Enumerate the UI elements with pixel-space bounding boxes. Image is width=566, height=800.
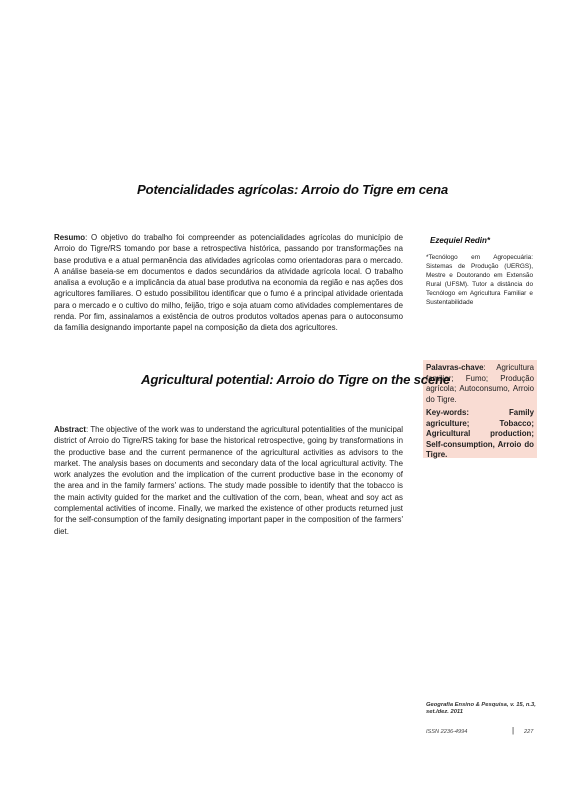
title-en: Agricultural potential: Arroio do Tigre on the scene [141, 372, 451, 387]
footer-separator: | [512, 726, 515, 735]
abstract-label: Abstract [54, 425, 87, 434]
keywords-en-label: Key-words: [426, 408, 469, 417]
keywords-pt-label: Palavras-chave [426, 363, 484, 372]
keywords-en-text: Family agriculture; Tobacco; Agricultural production; Self-consumption, Arroio do Tigre. [426, 408, 534, 460]
resumo-paragraph [54, 232, 403, 334]
abstract-text: : The objective of the work was to understand the agricultural potentialities of the municipal district of Arroio do Tigre/RS taking for base the historical retrospective, going by transformations in the productive base and the current permanence of the agricultural activities as advisors to the market. The analysis bases on documents and secondary data of the local agricultural activity. The work analyzes the evolution and the implication of the current productive base in the economy of the area and in the family farmers' actions. The study made possible to identify that the tobacco is the main activity guided for the market and the cultivation of the corn, bean, wheat and soy act as complemental activities of income. Finally, we marked the existence of other products returned just for the self-consumption of the family designating important paper in the composition of the farmers' diet. [54, 425, 403, 536]
keywords-en [426, 408, 534, 461]
resumo-text: : O objetivo do trabalho foi compreender as potencialidades agrícolas do município de Arroio do Tigre/RS tomando por base a retrospectiva histórica, passando por transformações na base produtiva e a atual permanência das atividades agrícolas como orientadoras para o mercado. A análise baseia-se em documentos e dados secundários da atividade agrícola local. O trabalho analisa a evolução e a implicância da atual base produtiva na economia da região e nas ações dos agricultores familiares. O estudo possibilitou identificar que o fumo é a principal atividade orientada para o mercado e o cultivo do milho, feijão, trigo e soja atuam como atividades complementares de renda. Por fim, assinalamos a existência de outros produtos voltados apenas para o autoconsumo da família designando importante papel na composição da dieta dos agricultores. [54, 233, 403, 333]
author-name: Ezequiel Redin* [430, 236, 491, 245]
keywords-pt-text: : Agricultura familiar; Fumo; Produção agrícola; Autoconsumo, Arroio do Tigre. [426, 363, 534, 404]
author-note: *Tecnólogo em Agropecuária: Sistemas de Produção (UERGS), Mestre e Doutorando em Extensão Rural (UFSM). Tutor a distância do Tecnólogo em Agricultura Familiar e Sustentabilidade [426, 254, 533, 307]
resumo-label: Resumo [54, 233, 86, 242]
title-pt: Potencialidades agrícolas: Arroio do Tigre em cena [137, 182, 448, 197]
journal-citation: Geografia Ensino & Pesquisa, v. 15, n.3, set./dez. 2011 [426, 702, 536, 716]
issn: ISSN 2236-4994 [426, 729, 468, 735]
page-number: 227 [524, 729, 534, 735]
abstract-paragraph [54, 424, 403, 537]
